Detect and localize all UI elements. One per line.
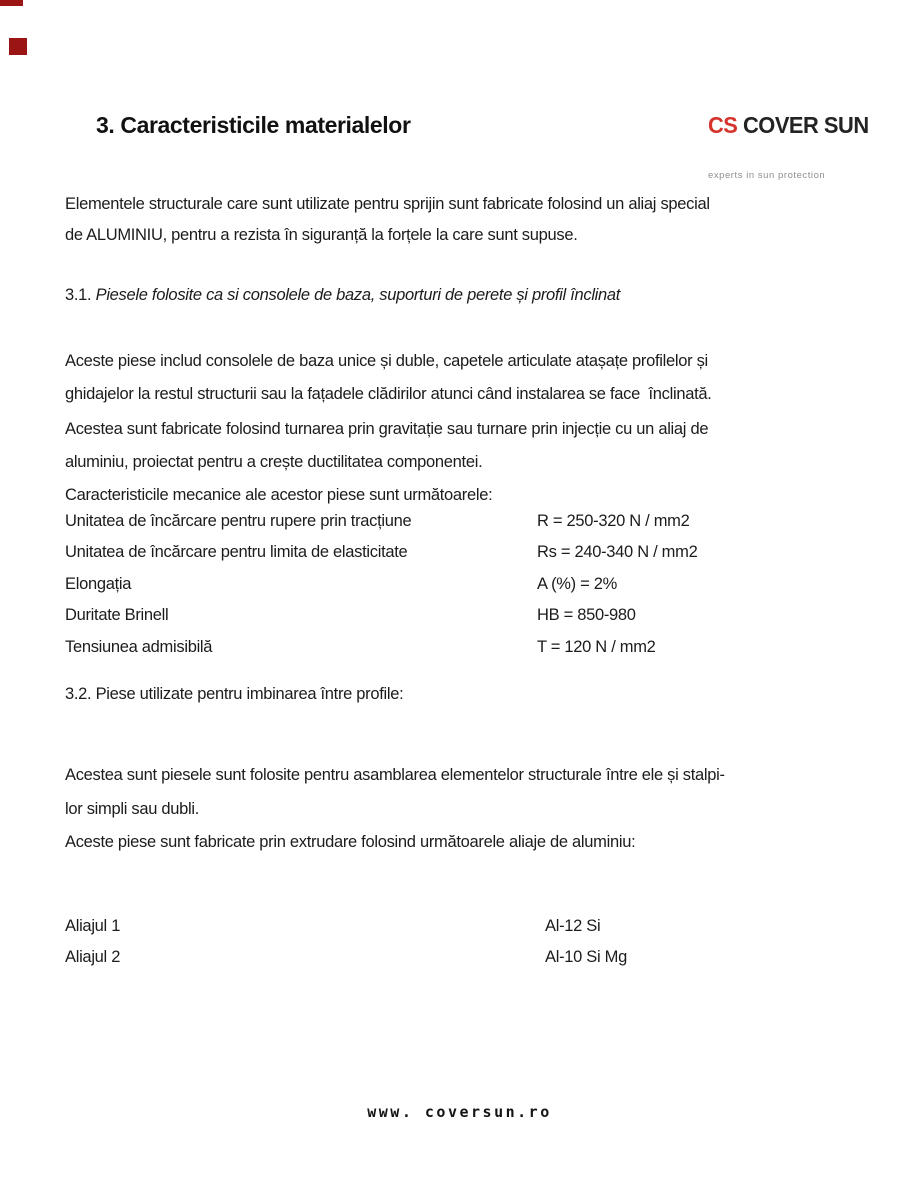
scan-artifact-square <box>9 38 27 55</box>
section-3-1-heading-text: Piesele folosite ca si consolele de baza, suporturi de perete și profil înclinat <box>95 286 621 304</box>
property-value: T = 120 N / mm2 <box>537 638 656 656</box>
logo-name-text: COVER SUN <box>737 112 869 138</box>
logo-wordmark <box>708 114 869 137</box>
section-3-1-body-line: aluminiu, proiectat pentru a crește ductilitatea componentei. <box>65 453 483 471</box>
property-label: Unitatea de încărcare pentru limita de elasticitate <box>65 543 408 561</box>
section-3-1-body-line: Caracteristicile mecanice ale acestor piese sunt următoarele: <box>65 486 493 504</box>
alloy-value: Al-12 Si <box>545 917 601 935</box>
property-label: Elongația <box>65 575 132 593</box>
section-3-1-body-line: ghidajelor la restul structurii sau la fațadele clădirilor atunci când instalarea se face înclinată. <box>65 385 712 403</box>
section-3-1-number: 3.1. <box>65 286 96 304</box>
intro-line-2: de ALUMINIU, pentru a rezista în siguranță la forțele la care sunt supuse. <box>65 226 578 244</box>
property-value: R = 250-320 N / mm2 <box>537 512 690 530</box>
section-3-2-body-line: lor simpli sau dubli. <box>65 800 200 818</box>
company-logo <box>708 82 877 213</box>
property-value: HB = 850-980 <box>537 606 636 624</box>
section-3-1-body-line: Aceste piese includ consolele de baza unice și duble, capetele articulate atașațe profilelor și <box>65 352 708 370</box>
section-3-1-heading <box>65 286 620 305</box>
property-label: Tensiunea admisibilă <box>65 638 213 656</box>
alloy-value: Al-10 Si Mg <box>545 948 627 966</box>
section-3-2-heading: 3.2. Piese utilizate pentru imbinarea între profile: <box>65 685 404 703</box>
intro-line-1: Elementele structurale care sunt utilizate pentru sprijin sunt fabricate folosind un aliaj special <box>65 195 710 213</box>
alloy-label: Aliajul 1 <box>65 917 121 935</box>
footer-website-url: www. coversun.ro <box>367 1103 552 1121</box>
alloy-label: Aliajul 2 <box>65 948 121 966</box>
section-3-2-body-line: Aceste piese sunt fabricate prin extrudare folosind următoarele aliaje de aluminiu: <box>65 833 636 851</box>
property-label: Unitatea de încărcare pentru rupere prin tracțiune <box>65 512 412 530</box>
logo-tagline: experts in sun protection <box>708 170 826 181</box>
property-value: A (%) = 2% <box>537 575 617 593</box>
scan-artifact-top <box>0 0 23 6</box>
page-title: 3. Caracteristicile materialelor <box>96 112 411 138</box>
logo-cs-text: CS <box>708 112 738 138</box>
property-label: Duritate Brinell <box>65 606 169 624</box>
section-3-1-body-line: Acestea sunt fabricate folosind turnarea prin gravitație sau turnare prin injecție cu un aliaj de <box>65 420 709 438</box>
property-value: Rs = 240-340 N / mm2 <box>537 543 698 561</box>
section-3-2-body-line: Acestea sunt piesele sunt folosite pentru asamblarea elementelor structurale între ele și stalpi- <box>65 766 725 784</box>
